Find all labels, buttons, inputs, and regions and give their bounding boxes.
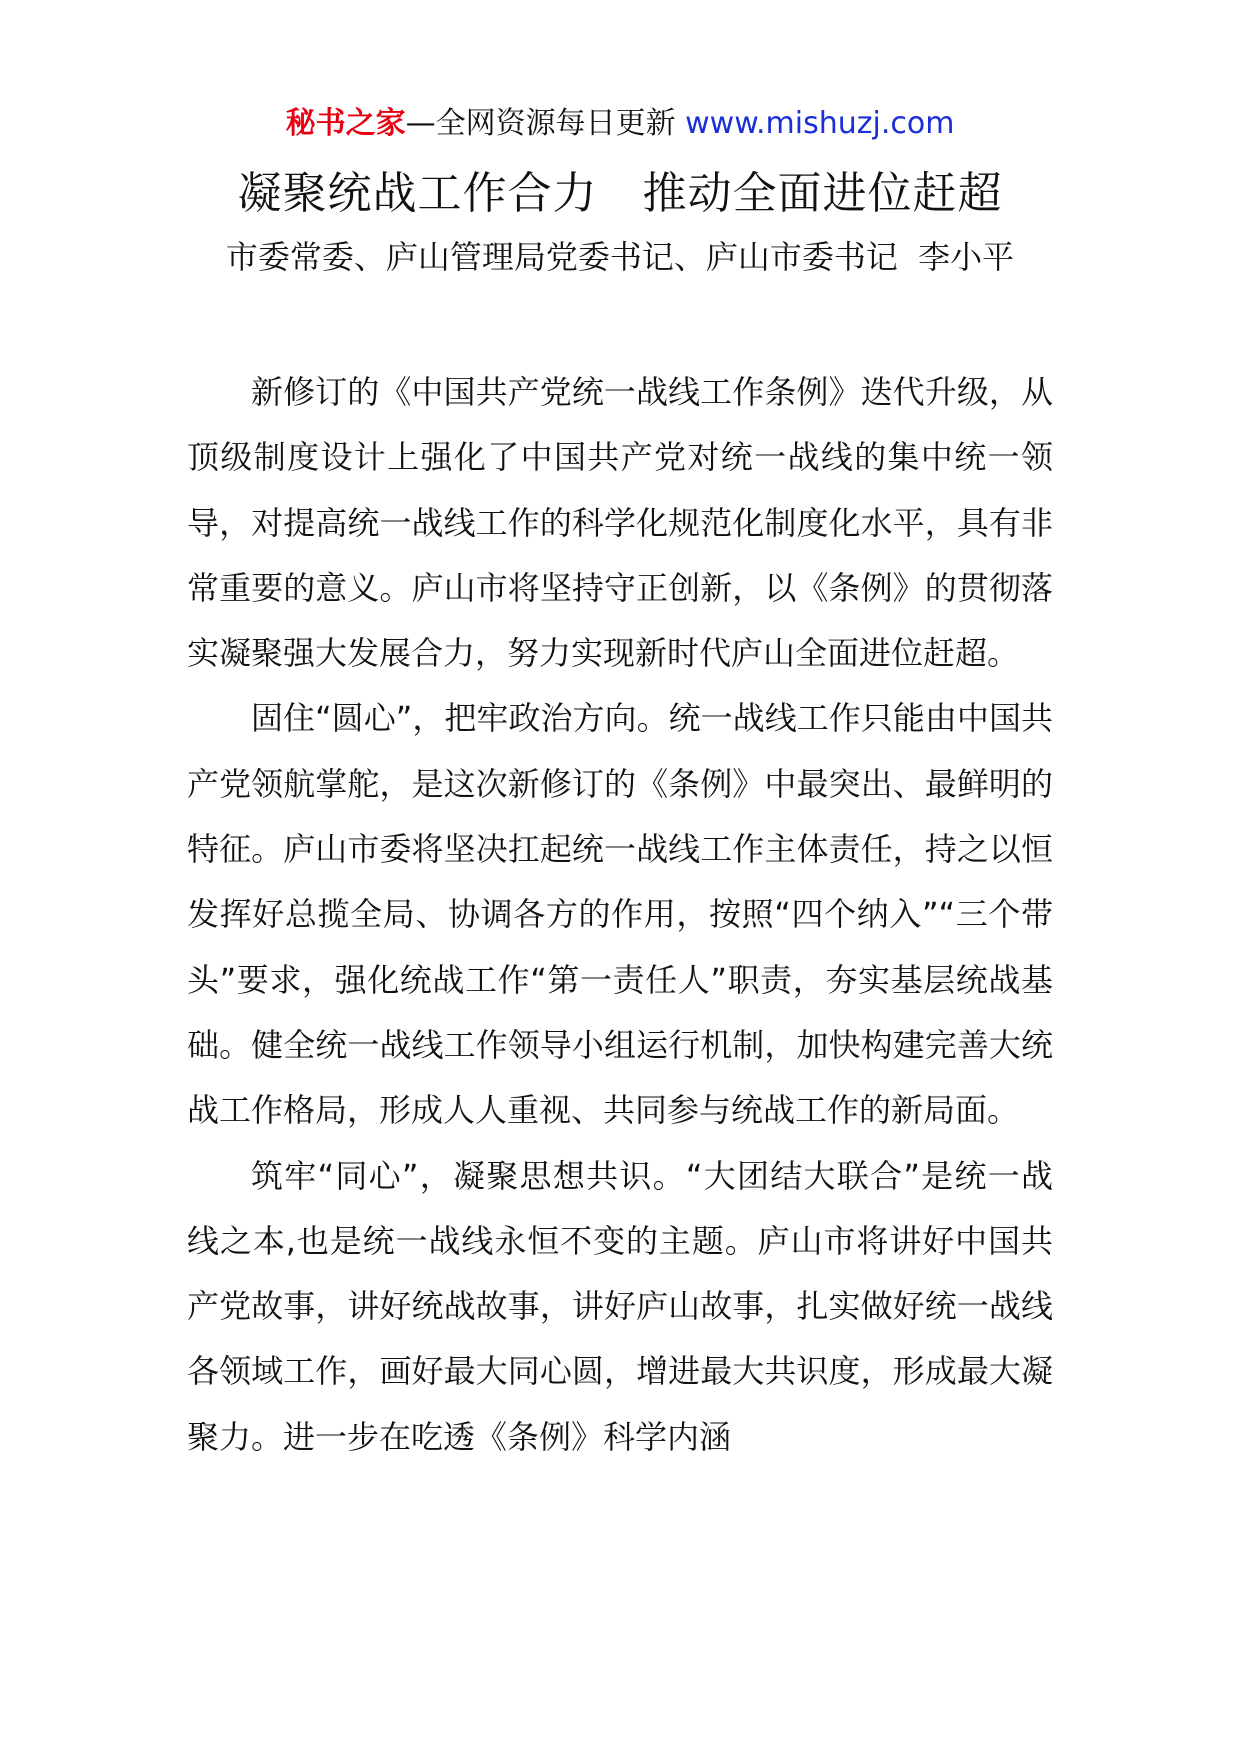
site-url-link[interactable]: www.mishuzj.com — [685, 106, 955, 141]
site-header — [0, 104, 1240, 144]
site-brand: 秘书之家 — [285, 106, 406, 141]
body-paragraph: 筑牢“同心”，凝聚思想共识。“大团结大联合”是统一战线之本,也是统一战线永恒不变的主题。庐山市将讲好中国共产党故事，讲好统战故事，讲好庐山故事，扎实做好统一战线各领域工作，画好最大同心圆，增进最大共识度，形成最大凝聚力。进一步在吃透《条例》科学内涵 — [187, 1156, 1053, 1456]
document-title: 凝聚统战工作合力 推动全面进位赶超 — [237, 168, 1003, 219]
site-tagline: —全网资源每日更新 — [405, 106, 676, 141]
document-author: 市委常委、庐山管理局党委书记、庐山市委书记 李小平 — [225, 238, 1015, 276]
body-paragraph: 固住“圆心”，把牢政治方向。统一战线工作只能由中国共产党领航掌舵，是这次新修订的《条例》中最突出、最鲜明的特征。庐山市委将坚决扛起统一战线工作主体责任，持之以恒发挥好总揽全局、协调各方的作用，按照“四个纳入”“三个带头”要求，强化统战工作“第一责任人”职责，夯实基层统战基础。健全统一战线工作领导小组运行机制，加快构建完善大统战工作格局，形成人人重视、共同参与统战工作的新局面。 — [187, 699, 1053, 1130]
document-body — [187, 360, 1053, 1470]
body-paragraph: 新修订的《中国共产党统一战线工作条例》迭代升级，从顶级制度设计上强化了中国共产党对统一战线的集中统一领导，对提高统一战线工作的科学化规范化制度化水平，具有非常重要的意义。庐山市将坚持守正创新，以《条例》的贯彻落实凝聚强大发展合力，努力实现新时代庐山全面进位赶超。 — [187, 373, 1053, 673]
